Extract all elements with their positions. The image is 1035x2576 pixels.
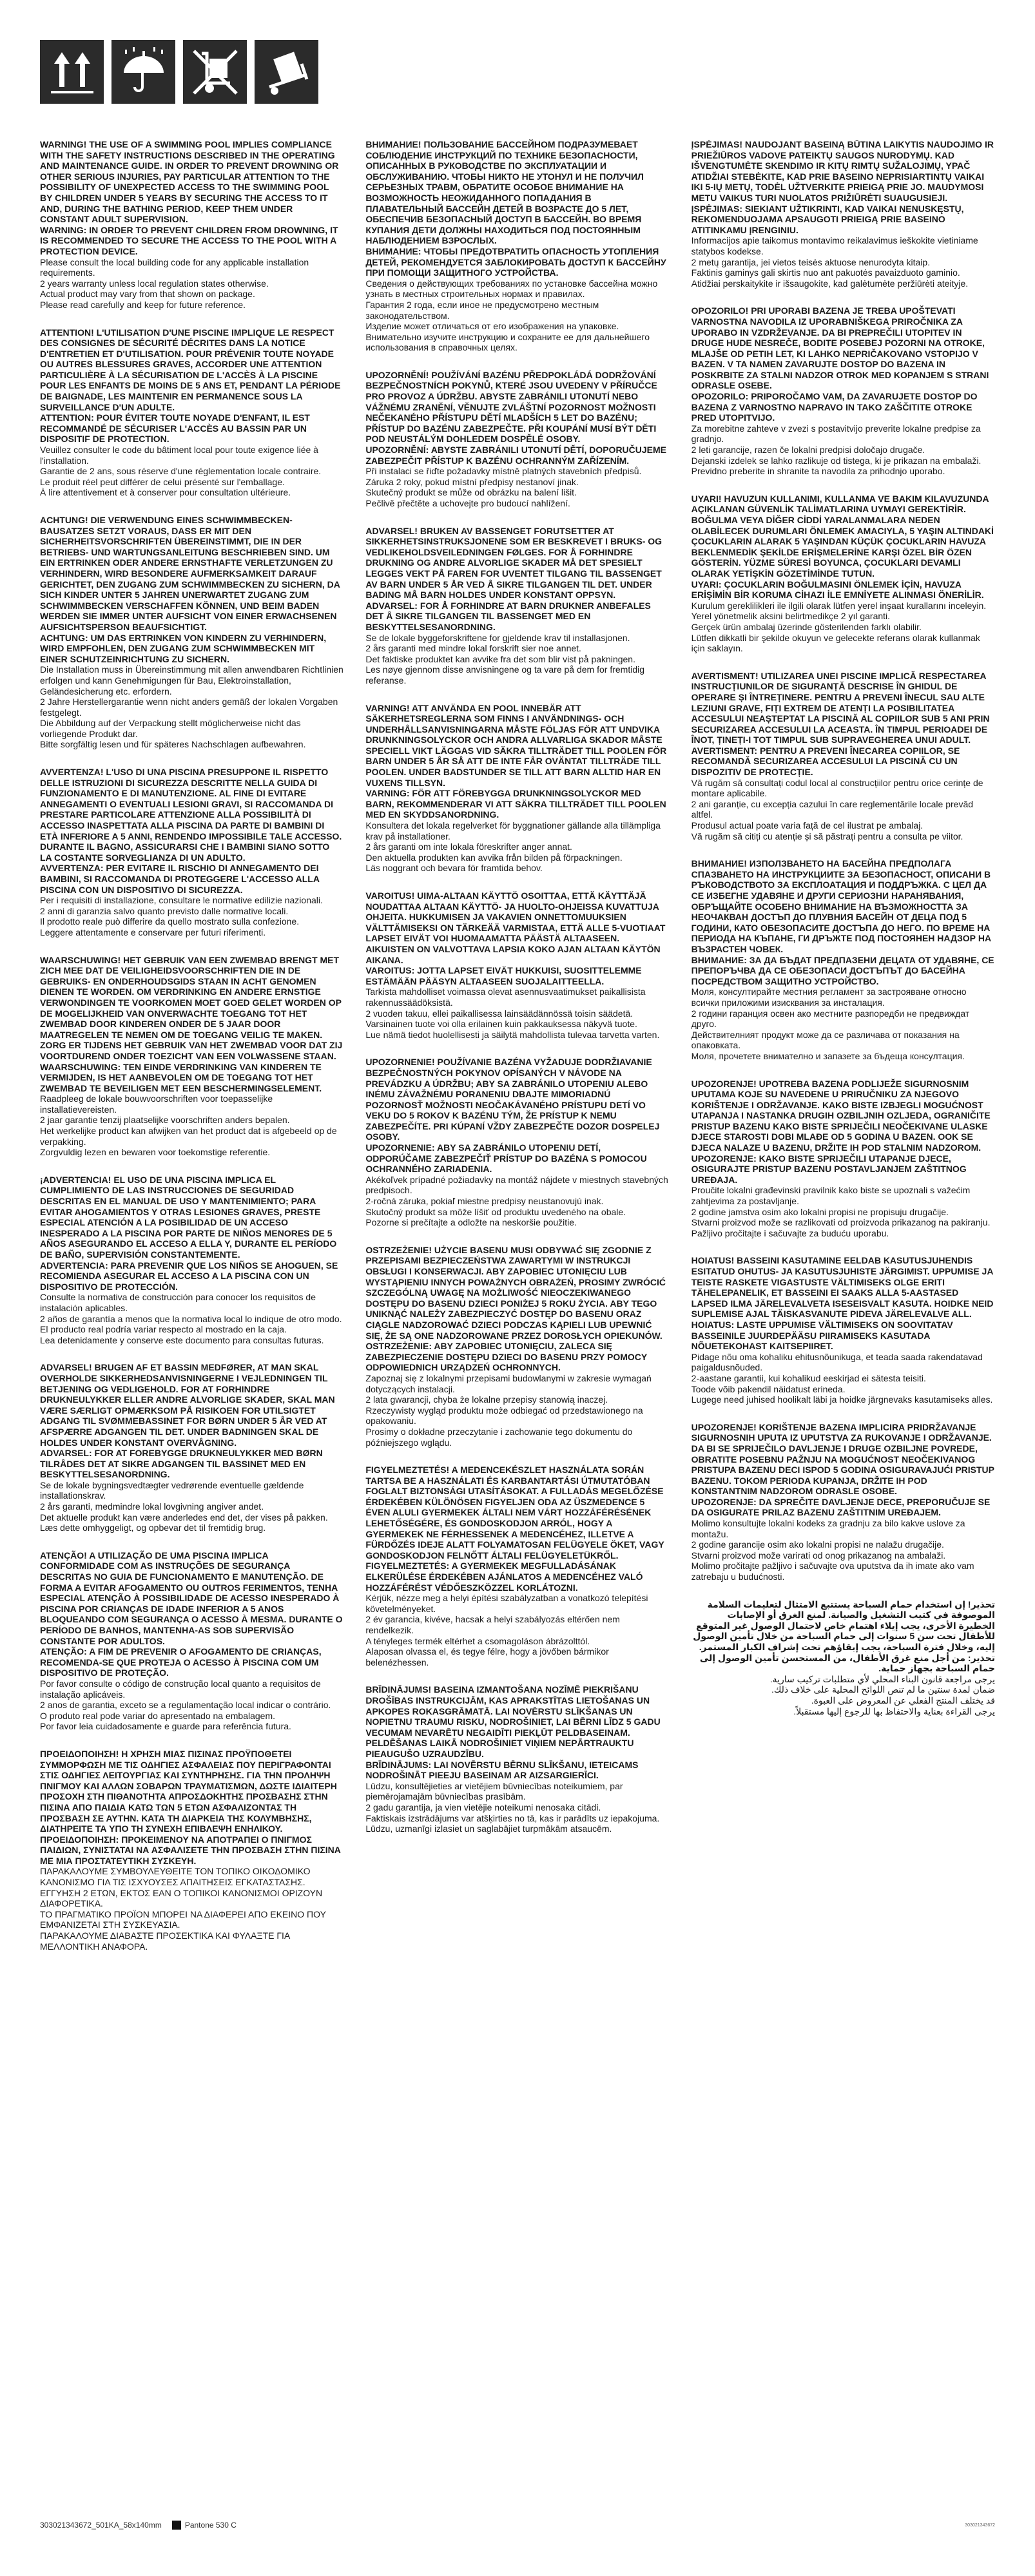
warning-section-tr	[692, 494, 995, 654]
warning-paragraph: WARNING: IN ORDER TO PREVENT CHILDREN FROM DROWNING, IT IS RECOMMENDED TO SECURE THE ACCESS TO THE POOL WITH A PROTECTION DEVICE.	[40, 224, 338, 256]
info-line: Pidage nõu oma kohaliku ehitusnõunikuga, et teada saada rakendatavad paigaldusnõuded.	[691, 1351, 983, 1373]
warning-paragraph: ATENÇÃO: A FIM DE PREVENIR O AFOGAMENTO DE CRIANÇAS, RECOMENDA-SE QUE PROTEJA O ACESSO À PISCINA COM UM DISPOSITIVO DE PROTEÇÃO.	[40, 1646, 322, 1678]
info-line: 2 års garanti om inte lokala föreskrifter anger annat.	[365, 841, 572, 852]
info-line: Za morebitne zahteve v zvezi s postavitvijo preverite lokalne predpise za gradnjo.	[691, 423, 981, 445]
info-line: Při instalaci se řiďte požadavky místně platných stavebních předpisů.	[365, 466, 642, 477]
warning-paragraph: WARNING! THE USE OF A SWIMMING POOL IMPLIES COMPLIANCE WITH THE SAFETY INSTRUCTIONS DESCRIBED IN THE OPERATING AND MAINTENANCE GUIDE. IN ORDER TO PREVENT DROWNING OR OTHER SERIOUS INJURIES, PAY PARTICULAR ATTENTION TO THE POSSIBILITY OF UNEXPECTED ACCESS TO THE SWIMMING POOL BY CHILDREN UNDER 5 YEARS BY SECURING THE ACCESS TO IT AND, DURING THE BATHING PERIOD, KEEP THEM UNDER CONSTANT ADULT SUPERVISION.	[40, 139, 339, 225]
warning-paragraph: UPOZORENJE: KAKO BISTE SPRIJEČILI UTAPANJE DJECE, OSIGURAJTE PRISTUP BAZENU POSTAVLJANJEM ZAŠTITNOG UREĐAJA.	[691, 1153, 967, 1185]
info-line: Konsultera det lokala regelverket för byggnationer gällande alla tillämpliga krav på installationer.	[365, 820, 661, 841]
warning-section-sv	[365, 703, 669, 874]
info-line: Leggere attentamente e conservare per futuri riferimenti.	[40, 927, 266, 937]
warning-paragraph: FIGYELMEZTETÉS! A MEDENCEKÉSZLET HASZNÁLATA SORÁN TARTSA BE A HASZNÁLATI ÉS KARBANTARTÁSI ÚTMUTATÓBAN FOGLALT BIZTONSÁGI UTASÍTÁSOKAT. A FULLADÁS MEGELŐZÉSE ÉRDEKÉBEN KÜLÖNÖSEN FIGYELJEN ODA AZ ÜSZMEDENCE 5 ÉVEN ALULI GYERMEKEK ÁLTALI NEM VÁRT HOZZÁFÉRÉSÉNEK LEHETŐSÉGÉRE, ÉS GONDOSKODJON ARRÓL, HOGY A GYERMEKEK NE FÉRHESSENEK A MEDENCÉHEZ, ILLETVE A FÜRDŐZÉS IDEJE ALATT FOLYAMATOSAN FELÜGYELE ÖKET, VAGY GONDOSKODJON FELNŐTT ÁLTALI FELÜGYELETÜKRŐL.	[365, 1465, 664, 1561]
info-line: Toode võib pakendil näidatust erineda.	[691, 1383, 846, 1394]
warning-paragraph: UPOZORNENIE! POUŽÍVANIE BAZÉNA VYŽADUJE DODRŽIAVANIE BEZPEČNOSTNÝCH POKYNOV OPÍSANÝCH V NÁVODE NA PREVÁDZKU A ÚDRŽBU; ABY SA ZABRÁNILO UTOPENIU ALEBO INÉMU ZÁVAŽNÉMU PORANENIU DBAJTE MIMORIADNÚ POZORNOSŤ MOŽNOSTI NEOČAKÁVANÉHO PRÍSTUPU DETÍ VO VEKU DO 5 ROKOV K BAZÉNU TÝM, ŽE PRÍSTUP K NEMU ZABEZPEČÍTE. PRI KÚPANÍ VŽDY ZABEZPEČTE DOZOR DOSPELEJ OSOBY.	[365, 1057, 660, 1142]
info-line: Skutečný produkt se může od obrázku na balení lišit.	[365, 487, 577, 498]
warning-paragraph: HOIATUS: LASTE UPPUMISE VÄLTIMISEKS ON SOOVITATAV BASSEINILE JUURDEPÄÄSU PIIRAMISEKS KASUTADA NÕUETEKOHAST KAITSEPIIRET.	[691, 1319, 953, 1352]
info-line: Kérjük, nézze meg a helyi építési szabályzatban a vonatkozó telepítési követelményeket.	[365, 1593, 648, 1614]
info-line: ΕΓΓΥΗΣΗ 2 ΕΤΩΝ, ΕΚΤΟΣ ΕΑΝ Ο ΤΟΠΙΚΟΙ ΚΑΝΟΝΙΣΜΟΙ ΟΡΙΖΟΥΝ ΔΙΑΦΟΡΕΤΙΚΑ.	[40, 1887, 323, 1909]
warning-paragraph: UPOZORNENIE: ABY SA ZABRÁNILO UTOPENIU DETÍ, ODPORÚČAME ZABEZPEČIŤ PRÍSTUP DO BAZÉNA S POMOCOU OCHRANNÉHO ZARIADENIA.	[365, 1142, 647, 1175]
info-line: O produto real pode variar do apresentado na embalagem.	[40, 1710, 276, 1721]
this-way-up-icon	[40, 40, 104, 104]
info-line: Stvarni proizvod može varirati od onog prikazanog na ambalaži.	[691, 1550, 946, 1561]
fragile-cart-icon	[255, 40, 318, 104]
warning-section-ar	[692, 1599, 995, 1717]
warning-section-it	[40, 767, 343, 938]
warning-section-da	[40, 1362, 343, 1533]
info-line: 2 anos de garantia, exceto se a regulamentação local indicar o contrário.	[40, 1700, 331, 1711]
info-line: Il prodotto reale può differire da quello mostrato sulla confezione.	[40, 916, 300, 927]
info-line: Prosimy o dokładne przeczytanie i zachowanie tego dokumentu do późniejszego wglądu.	[365, 1426, 633, 1448]
info-line: Yerel yönetmelik aksini belirtmedikçe 2 yıl garanti.	[691, 611, 891, 622]
info-line: Pečlivě přečtěte a uchovejte pro budoucí nahlížení.	[365, 498, 570, 508]
text-column	[365, 139, 669, 2510]
warning-paragraph: UPOZORNĚNÍ! POUŽÍVÁNÍ BAZÉNU PŘEDPOKLÁDÁ DODRŽOVÁNÍ BEZPEČNOSTNÍCH POKYNŮ, KTERÉ JSOU UVEDENY V PŘÍRUČCE PRO PROVOZ A ÚDRŽBU. ABYSTE ZABRÁNILI UTONUTÍ NEBO VÁŽNÉMU ZRANĚNÍ, VĚNUJTE ZVLÁŠTNÍ POZORNOST MOŽNOSTI NEČEKANÉHO PŘÍSTUPU DĚTÍ MLADŠÍCH 5 LET DO BAZÉNU; PŘÍSTUP DO BAZÉNU ZABEZPEČTE. PŘI KOUPÁNÍ MUSÍ BÝT DĚTI POD NEUSTÁLÝM DOHLEDEM DOSPĚLÉ OSOBY.	[365, 369, 657, 445]
warning-section-nl	[40, 955, 343, 1158]
warning-paragraph: تحذير! إن استخدام حمام السباحة يستتبع الامتثال لتعليمات السلامة الموصوفة في كتيب التشغيل والصيانة. لمنع الغرق أو الإصابات الخطيرة الأخرى، يجب إيلاء اهتمام خاص لاحتمال الوصول غير المتوقع للأطفال تحت سن 5 سنوات إلى حمام السباحة من خلال تأمين الوصول إليه، وخلال فترة السباحة، يجب إبقاؤهم تحت إشراف الكبار المستمر.	[693, 1599, 995, 1652]
warning-paragraph: VARNING! ATT ANVÄNDA EN POOL INNEBÄR ATT SÄKERHETSREGLERNA SOM FINNS I ANVÄNDNINGS- OCH UNDERHÅLLSANVISNINGARNA MÅSTE FÖLJAS FÖR ATT UNDVIKA DRUNKNINGSOLYCKOR OCH ANDRA ALLVARLIGA SKADOR MÅSTE SPECIELL VIKT LÄGGAS VID SÄKRA TILLTRÄDET TILL POOLEN FÖR BARN UNDER 5 ÅR SÅ ATT DE INTE FÅR OVÄNTAT TILLTRÄDE TILL POOLEN. UNDER BADSTUNDER SE TILL ATT BARN ALLTID HAR EN VUXENS TILLSYN.	[365, 702, 667, 788]
info-line: Actual product may vary from that shown on package.	[40, 289, 255, 300]
info-line: 2 års garanti, medmindre lokal lovgivning angiver andet.	[40, 1501, 264, 1512]
warning-section-et	[692, 1255, 995, 1405]
warning-paragraph: ATTENTION: POUR ÉVITER TOUTE NOYADE D'ENFANT, IL EST RECOMMANDÉ DE SÉCURISER L'ACCÈS AU BASSIN PAR UN DISPOSITIF DE PROTECTION.	[40, 412, 310, 445]
info-line: Den aktuella produkten kan avvika från bilden på förpackningen.	[365, 852, 623, 863]
info-line: 2 Jahre Herstellergarantie wenn nicht anders gemäß der lokalen Vorgaben festgelegt.	[40, 697, 338, 718]
info-line: Lue nämä tiedot huolellisesti ja säilytä mahdollista tulevaa tarvetta varten.	[365, 1029, 660, 1040]
info-line: Akékoľvek prípadné požiadavky na montáž nájdete v miestnych stavebných predpisoch.	[365, 1174, 668, 1196]
info-line: 2-ročná záruka, pokiaľ miestne predpisy neustanovujú inak.	[365, 1196, 604, 1207]
warning-paragraph: UYARI: ÇOCUKLARIN BOĞULMASINI ÖNLEMEK İÇİN, HAVUZA ERİŞİMİN BİR KORUMA CİHAZI İLE EMNİYETE ALINMASI ÖNERİLİR.	[691, 579, 984, 601]
warning-paragraph: OSTRZEŻENIE! UŻYCIE BASENU MUSI ODBYWAĆ SIĘ ZGODNIE Z PRZEPISAMI BEZPIECZEŃSTWA ZAWARTYMI W INSTRUKCJI OBSŁUGI I KONSERWACJI. ABY ZAPOBIEC UTONIĘCIU LUB WYSTĄPIENIU INNYCH POWAŻNYCH OBRAŻEŃ, PROSIMY ZWRÓCIĆ SZCZEGÓLNĄ UWAGĘ NA MOŻLIWOŚĆ NIEOCZEKIWANEGO DOSTĘPU DO BASENU DZIECI PONIŻEJ 5 ROKU ŻYCIA. ABY TEGO UNIKNĄĆ NALEŻY ZABEZPIECZYĆ DOSTĘP DO BASENU ORAZ CIĄGLE NADZOROWAĆ DZIECI PODCZAS KĄPIELI LUB UPEWNIĆ SIĘ, ŻE SĄ ONE NADZOROWANE PRZEZ DOROSŁYCH OPIEKUNÓW.	[365, 1244, 666, 1341]
info-line: Alaposan olvassa el, és tegye félre, hogy a jövőben bármikor belenézhessen.	[365, 1646, 609, 1668]
info-line: 2 leti garancije, razen če lokalni predpisi določajo drugače.	[691, 445, 925, 456]
small-code: 303021343672	[965, 2523, 995, 2528]
info-line: Atidžiai perskaitykite ir išsaugokite, kad galėtumėte peržiūrėti ateityje.	[691, 278, 969, 289]
warning-text-columns	[40, 139, 995, 2510]
info-line: Les nøye gjennom disse anvisningene og ta vare på dem for fremtidig referanse.	[365, 664, 645, 686]
info-line: 2 lata gwarancji, chyba że lokalne przepisy stanowią inaczej.	[365, 1394, 608, 1405]
warning-paragraph: AVVERTENZA! L'USO DI UNA PISCINA PRESUPPONE IL RISPETTO DELLE ISTRUZIONI DI SICUREZZA DESCRITTE NELLA GUIDA DI FUNZIONAMENTO E DI MANUTENZIONE. AL FINE DI EVITARE ANNEGAMENTI O EVENTUALI LESIONI GRAVI, SI RACCOMANDA DI PRESTARE PARTICOLARE ATTENZIONE ALLA POSSIBILITÀ DI ACCESSO INASPETTATA ALLA PISCINA DA PARTE DI BAMBINI DI ETÀ INFERIORE A 5 ANNI, RENDENDO IMPOSSIBILE TALE ACCESSO. DURANTE IL BAGNO, ASSICURARSI CHE I BAMBINI SIANO SOTTO LA COSTANTE SORVEGLIANZA DI UN ADULTO.	[40, 767, 342, 863]
warning-paragraph: ВНИМАНИЕ: ЧТОБЫ ПРЕДОТВРАТИТЬ ОПАСНОСТЬ УТОПЛЕНИЯ ДЕТЕЙ, РЕКОМЕНДУЕТСЯ ЗАБЛОКИРОВАТЬ ДОСТУП К БАССЕЙНУ ПРИ ПОМОЩИ ЗАЩИТНОГО УСТРОЙСТВА.	[365, 245, 666, 278]
info-line: El producto real podría variar respecto al mostrado en la caja.	[40, 1324, 287, 1335]
text-column	[692, 139, 995, 2510]
warning-paragraph: ĮSPĖJIMAS! NAUDOJANT BASEINĄ BŪTINA LAIKYTIS NAUDOJIMO IR PRIEŽIŪROS VADOVE PATEIKTŲ SAUGOS NURODYMŲ. KAD IŠVENGTUMĖTE SKENDIMO IR KITŲ RIMTŲ SUŽALOJIMŲ, YPAČ ATIDŽIAI STEBĖKITE, KAD PRIE BASEINO NEPRISIARTINTŲ VAIKAI IKI 5-IŲ METŲ, TODĖL UŽTVERKITE PRIEIGĄ PRIE JO. MAUDYMOSI METU VAIKUS TURI NUOLATOS PRIŽIŪRĖTI SUAUGUSIEJI.	[691, 139, 994, 203]
warning-paragraph: ΠΡΟΕΙΔΟΠΟΙΗΣΗ: ΠΡΟΚΕΙΜΕΝΟΥ ΝΑ ΑΠΟΤΡΑΠΕΙ Ο ΠΝΙΓΜΟΣ ΠΑΙΔΙΩΝ, ΣΥΝΙΣΤΑΤΑΙ ΝΑ ΑΣΦΑΛΙΣΕΤΕ ΤΗΝ ΠΡΟΣΒΑΣΗ ΣΤΗΝ ΠΙΣΙΝΑ ΜΕ ΜΙΑ ΠΡΟΣΤΑΤΕΥΤΙΚΗ ΣΥΣΚΕΥΗ.	[40, 1834, 341, 1866]
info-line: 2 metų garantija, jei vietos teisės aktuose nenurodyta kitaip.	[691, 256, 931, 267]
warning-paragraph: WAARSCHUWING! HET GEBRUIK VAN EEN ZWEMBAD BRENGT MET ZICH MEE DAT DE VEILIGHEIDSVOORSCHRIFTEN DIE IN DE GEBRUIKS- EN ONDERHOUDSGIDS STAAN IN ACHT GENOMEN DIENEN TE WORDEN. OM VERDRINKING EN ANDERE ERNSTIGE VERWONDINGEN TE VOORKOMEN MOET GOED GELET WORDEN OP DE MOGELIJKHEID VAN ONVERWACHTE TOEGANG TOT HET ZWEMBAD DOOR KINDEREN ONDER DE 5 JAAR DOOR MAATREGELEN TE NEMEN OM DE TOEGANG VEILIG TE MAKEN. ZORG ER TIJDENS HET GEBRUIK VAN HET ZWEMBAD VOOR DAT ZIJ VOORTDUREND ONDER TOEZICHT VAN EEN VOLWASSENE STAAN.	[40, 954, 343, 1061]
info-line: Lugege need juhised hoolikalt läbi ja hoidke järgnevaks kasutamiseks alles.	[691, 1394, 993, 1405]
warning-section-es	[40, 1175, 343, 1346]
info-line: ΠΑΡΑΚΑΛΟΥΜΕ ΣΥΜΒΟΥΛΕΥΘΕΙΤΕ ΤΟΝ ΤΟΠΙΚΟ ΟΙΚΟΔΟΜΙΚΟ ΚΑΝΟΝΙΣΜΟ ΓΙΑ ΤΙΣ ΙΣΧΥΟΥΣΕΣ ΑΠΑΙΤΗΣΕΙΣ ΕΓΚΑΤΑΣΤΑΣΗΣ.	[40, 1866, 311, 1888]
info-line: Varsinainen tuote voi olla erilainen kuin pakkauksessa näkyvä tuote.	[365, 1019, 637, 1030]
warning-paragraph: ¡ADVERTENCIA! EL USO DE UNA PISCINA IMPLICA EL CUMPLIMIENTO DE LAS INSTRUCCIONES DE SEGURIDAD DESCRITAS EN EL MANUAL DE USO Y MANTENIMIENTO; PARA EVITAR AHOGAMIENTOS Y OTRAS LESIONES GRAVES, PRESTE ESPECIAL ATENCIÓN A LA POSIBILIDAD DE UN ACCESO INESPERADO A LA PISCINA POR PARTE DE NIÑOS MENORES DE 5 AÑOS ASEGURANDO EL ACCESO A ELLA Y, DURANTE EL PERÍODO DE BAÑO, SUPERVISIÓN CONSTANTEMENTE.	[40, 1174, 337, 1260]
warning-section-de	[40, 515, 343, 750]
warning-section-sr	[692, 1422, 995, 1582]
info-line: Consulte la normativa de construcción para conocer los requisitos de instalación aplicables.	[40, 1292, 316, 1313]
info-line: Det faktiske produktet kan avvike fra det som blir vist på pakningen.	[365, 653, 635, 664]
warning-paragraph: FIGYELMEZTETÉS: A GYERMEKEK MEGFULLADÁSÁNAK ELKERÜLÉSE ÉRDEKÉBEN AJÁNLATOS A MEDENCÉHEZ VALÓ HOZZÁFÉRÉST VÉDŐESZKÖZZEL KORLÁTOZNI.	[365, 1561, 643, 1593]
warning-section-pt	[40, 1550, 343, 1732]
info-line: Por favor leia cuidadosamente e guarde para referência futura.	[40, 1721, 291, 1732]
info-line: 2 anni di garanzia salvo quanto previsto dalle normative locali.	[40, 905, 289, 916]
warning-section-ru	[365, 139, 669, 353]
warning-paragraph: ВНИМАНИЕ! ИЗПОЛЗВАНЕТО НА БАСЕЙНА ПРЕДПОЛАГА СПАЗВАНЕТО НА ИНСТРУКЦИИТЕ ЗА БЕЗОПАСНОСТ, ОПИСАНИ В РЪКОВОДСТВОТО ЗА ЕКСПЛОАТАЦИЯ И ПОДДРЪЖКА. С ЦЕЛ ДА СЕ ИЗБЕГНЕ УДАВЯНЕ И ДРУГИ СЕРИОЗНИ НАРАНЯВАНИЯ, ОБРЪЩАЙТЕ ОСОБЕНО ВНИМАНИЕ НА ВЪЗМОЖНОСТТА ЗА НЕОЧАКВАН ДОСТЪП ДО ПЛУВНИЯ БАСЕЙН ОТ ДЕЦА ПОД 5 ГОДИНИ, КАТО ОБЕЗОПАСИТЕ ДОСТЪПА ДО НЕГО. ПО ВРЕМЕ НА ПЕРИОДА НА КЪПАНЕ, ГИ ДРЪЖТЕ ПОД ПОСТОЯНЕН НАДЗОР НА ВЪЗРАСТЕН ЧОВЕК.	[691, 858, 992, 954]
warning-paragraph: ADVERTENCIA: PARA PREVENIR QUE LOS NIÑOS SE AHOGUEN, SE RECOMIENDA ASEGURAR EL ACCESO A LA PISCINA CON UN DISPOSITIVO DE PROTECCIÓN.	[40, 1260, 338, 1292]
warning-section-pl	[365, 1245, 669, 1448]
info-line: Please consult the local building code for any applicable installation requirements.	[40, 256, 309, 278]
info-line: Proučite lokalni građevinski pravilnik kako biste se upoznali s važećim zahtjevima za postavljanje.	[691, 1185, 971, 1207]
info-line: Tarkista mahdolliset voimassa olevat asennusvaatimukset paikallisista rakennussäädöksistä.	[365, 986, 646, 1008]
info-line: 2 ani garanție, cu excepția cazului în care reglementările locale prevăd altfel.	[691, 798, 974, 820]
warning-paragraph: VAROITUS: JOTTA LAPSET EIVÄT HUKKUISI, SUOSITTELEMME ESTÄMÄÄN PÄÄSYN ALTAASEEN SUOJALAITTEELLA.	[365, 965, 642, 986]
info-line: Produsul actual poate varia față de cel ilustrat pe ambalaj.	[691, 820, 924, 831]
info-line: يرجى مراجعة قانون البناء المحلي لأي متطلبات تركيب سارية.	[769, 1673, 995, 1684]
info-line: Stvarni proizvod može se razlikovati od proizvoda prikazanog na pakiranju.	[691, 1217, 991, 1228]
warning-paragraph: ВНИМАНИЕ: ЗА ДА БЪДАТ ПРЕДПАЗЕНИ ДЕЦАТА ОТ УДАВЯНЕ, СЕ ПРЕПОРЪЧВА ДА СЕ ОБЕЗОПАСИ ДОСТЪПЪТ ДО БАСЕЙНА ПОСРЕДСТВОМ ЗАЩИТНО УСТРОЙСТВО.	[691, 954, 994, 986]
info-line: Por favor consulte o código de construção local quanto a requisitos de instalação aplicáveis.	[40, 1678, 321, 1700]
info-line: Lea detenidamente y conserve este documento para consultas futuras.	[40, 1334, 324, 1345]
warning-paragraph: AVERTISMENT: PENTRU A PREVENI ÎNECAREA COPIILOR, SE RECOMANDĂ SECURIZAREA ACCESULUI LA PISCINĂ CU UN DISPOZITIV DE PROTECȚIE.	[691, 745, 960, 778]
warning-paragraph: ACHTUNG! DIE VERWENDUNG EINES SCHWIMMBECKEN-BAUSATZES SETZT VORAUS, DASS ER MIT DEN SICHERHEITSVORSCHRIFTEN ÜBEREINSTIMMT, DIE IN DER BETRIEBS- UND WARTUNGSANLEITUNG BESCHRIEBEN SIND. UM EIN ERTRINKEN ODER ANDERE ERNSTHAFTE VERLETZUNGEN ZU VERHINDERN, WIRD BESONDERE AUFMERKSAMKEIT DARAUF GERICHTET, DEN ZUGANG ZUM SCHWIMMBECKEN ZU SICHERN, DA SICH KINDER UNTER 5 JAHREN UNERWARTET ZUGANG ZUM SCHWIMMBECKEN VERSCHAFFEN KÖNNEN, UND BEIM BADEN WERDEN SIE IMMER UNTER AUFSICHT VON EINER ERWACHSENEN AUFSICHTSPERSON BEAUFSICHTIGT.	[40, 515, 340, 632]
warning-section-hu	[365, 1465, 669, 1668]
info-line: 2 years warranty unless local regulation states otherwise.	[40, 278, 269, 289]
info-line: Pozorne si prečítajte a odložte na neskoršie použitie.	[365, 1217, 577, 1228]
info-line: Rzeczywisty wygląd produktu może odbiegać od przedstawionego na opakowaniu.	[365, 1405, 643, 1427]
info-line: Pažljivo pročitajte i sačuvajte za buduću uporabu.	[691, 1227, 889, 1238]
color-swatch-icon	[172, 2521, 181, 2530]
info-line: Garantie de 2 ans, sous réserve d'une réglementation locale contraire.	[40, 466, 322, 477]
info-line: Záruka 2 roky, pokud místní předpisy nestanoví jinak.	[365, 476, 579, 487]
info-line: 2-aastane garantii, kui kohalikud eeskirjad ei sätesta teisiti.	[691, 1372, 926, 1383]
info-line: Skutočný produkt sa môže líšiť od produktu uvedeného na obale.	[365, 1206, 626, 1217]
info-line: Vă rugăm să consultați codul local al construcțiilor pentru orice cerințe de montare aplicabile.	[691, 777, 983, 799]
info-line: Veuillez consulter le code du bâtiment local pour toute exigence liée à l'installation.	[40, 445, 318, 466]
info-line: Lütfen dikkatli bir şekilde okuyun ve gelecekte referans olarak kullanmak için saklayın.	[691, 632, 980, 654]
warning-paragraph: VAROITUS! UIMA-ALTAAN KÄYTTÖ OSOITTAA, ETTÄ KÄYTTÄJÄ NOUDATTAA ALTAAN KÄYTTÖ- JA HUOLTO-OHJEISSA KUVATTUJA OHJEITA. HUKKUMISEN JA VAKAVIEN ONNETTOMUUKSIEN VÄLTTÄMISEKSI ON TÄRKEÄÄ VARMISTAA, ETTÄ ALLE 5-VUOTIAAT LAPSET EIVÄT VOI HUOMAAMATTA PÄÄSTÄ ALTAASEEN. AIKUISTEN ON VALVOTTAVA LAPSIA KOKO AJAN ALTAAN KÄYTÖN AIKANA.	[365, 890, 666, 965]
pantone-text: Pantone 530 C	[184, 2521, 237, 2530]
info-line: Bitte sorgfältig lesen und für späteres Nachschlagen aufbewahren.	[40, 739, 306, 750]
info-line: Raadpleeg de lokale bouwvoorschriften voor toepasselijke installatievereisten.	[40, 1093, 273, 1115]
info-line: 2 vuoden takuu, ellei paikallisessa lainsäädännössä toisin säädetä.	[365, 1008, 634, 1019]
info-line: Моля, консултирайте местния регламент за застрояване относно всички приложими изисквания за инсталация.	[691, 986, 967, 1008]
info-line: Informacijos apie taikomus montavimo reikalavimus ieškokite vietiniame statybos kodekse.	[691, 235, 978, 256]
info-line: Molimo konsultujte lokalni kodeks za gradnju za bilo kakve uslove za montažu.	[691, 1518, 965, 1539]
warning-section-sl	[692, 305, 995, 477]
info-line: Det aktuelle produkt kan være anderledes end det, der vises på pakken.	[40, 1512, 328, 1523]
warning-paragraph: UPOZORNĚNÍ: ABYSTE ZABRÁNILI UTONUTÍ DĚTÍ, DOPORUČUJEME ZABEZPEČIT PŘÍSTUP K BAZÉNU OCHRANNÝM ZAŘÍZENÍM.	[365, 445, 667, 466]
warning-section-lv	[365, 1684, 669, 1834]
product-code: 303021343672_501KA_58x140mm	[40, 2521, 162, 2530]
warning-section-en	[40, 139, 343, 311]
warning-paragraph: WAARSCHUWING: TEN EINDE VERDRINKING VAN KINDEREN TE VERMIJDEN, IS HET AANBEVOLEN OM DE TOEGANG TOT HET ZWEMBAD TE BEVEILIGEN MET EEN BESCHERMINGSELEMENT.	[40, 1061, 322, 1093]
info-line: ضمان لمدة سنتين ما لم تنص اللوائح المحلية على خلاف ذلك.	[771, 1684, 995, 1695]
info-line: Läs noggrant och bevara för framtida behov.	[365, 863, 543, 874]
info-line: 2 év garancia, kivéve, hacsak a helyi szabályozás eltérően nem rendelkezik.	[365, 1614, 620, 1635]
warning-paragraph: ACHTUNG: UM DAS ERTRINKEN VON KINDERN ZU VERHINDERN, WIRD EMPFOHLEN, DEN ZUGANG ZUM SCHWIMMBECKEN MIT EINER SCHUTZEINRICHTUNG ZU SICHERN.	[40, 632, 327, 664]
warning-paragraph: VARNING: FÖR ATT FÖREBYGGA DRUNKNINGSOLYCKOR MED BARN, REKOMMENDERAR VI ATT SÄKRA TILLTRÄDET TILL POOLEN MED EN SKYDDSANORDNING.	[365, 788, 666, 820]
warning-paragraph: BRĪDINĀJUMS: LAI NOVĒRSTU BĒRNU SLĪKŠANU, IETEICAMS NODROŠINĀT PIEEJU BASEINAM AR AIZSARGIERĪCI.	[365, 1759, 639, 1781]
info-line: Lūdzu, uzmanīgi izlasiet un saglabājiet turpmākām atsaucēm.	[365, 1823, 612, 1834]
warning-paragraph: AVVERTENZA: PER EVITARE IL RISCHIO DI ANNEGAMENTO DEI BAMBINI, SI RACCOMANDA DI PROTEGGERE L'ACCESSO ALLA PISCINA CON UN DISPOSITIVO DI SICUREZZA.	[40, 863, 320, 895]
handling-symbols	[40, 40, 318, 104]
info-line: Please read carefully and keep for future reference.	[40, 299, 246, 310]
warning-paragraph: ADVARSEL: FOR Å FORHINDRE AT BARN DRUKNER ANBEFALES DET Å SIKRE TILGANGEN TIL BASSENGET MED EN BESKYTTELSESANORDNING.	[365, 600, 651, 632]
warning-paragraph: UPOZORENJE! UPOTREBA BAZENA PODLIJEŽE SIGURNOSNIM UPUTAMA KOJE SU NAVEDENE U PRIRUČNIKU ZA NJEGOVO KORIŠTENJE I ODRŽAVANJE. KAKO BISTE IZBJEGLI MOGUĆNOST UTAPANJA I NASTANKA DRUGIH OZBILJNIH OZLJEDA, OGRANIČITE PRISTUP BAZENU KAKO BISTE SPRIJEČILI NEOČEKIVANE ULASKE DJECE STAROSTI DOBI MLAĐE OD 5 GODINA U BAZEN. OOK SE DJECA NALAZE U BAZENU, DRŽITE IH POD STALNIM NADZOROM.	[691, 1078, 991, 1153]
warning-paragraph: تحذير: من أجل منع غرق الأطفال، من المستحسن تأمين الوصول إلى حمام السباحة بجهاز حماية.	[699, 1652, 995, 1674]
warning-paragraph: OSTRZEŻENIE: ABY ZAPOBIEC UTONIĘCIU, ZALECA SIĘ ZABEZPIECZENIE DOSTĘPU DZIECI DO BASENU PRZY POMOCY ODPOWIEDNICH URZĄDZEŃ OCHRONNYCH.	[365, 1341, 647, 1373]
info-line: Se de lokale byggeforskriftene for gjeldende krav til installasjonen.	[365, 632, 630, 643]
warning-section-cs	[365, 370, 669, 509]
pantone-label	[172, 2521, 237, 2530]
warning-paragraph: ATENÇÃO! A UTILIZAÇÃO DE UMA PISCINA IMPLICA CONFORMIDADE COM AS INSTRUÇÕES DE SEGURANÇA DESCRITAS NO GUIA DE FUNCIONAMENTO E MANUTENÇÃO. DE FORMA A EVITAR AFOGAMENTO OU OUTROS FERIMENTOS, TENHA ESPECIAL ATENÇÃO À POSSIBILIDADE DE ACESSO INESPERADO À PISCINA POR CRIANÇAS DE IDADE INFERIOR A 5 ANOS BLOQUEANDO COM SEGURANÇA O ACESSO À MESMA. DURANTE O PERÍODO DE BANHOS, MANTENHA-AS SOB SUPERVISÃO CONSTANTE POR ADULTOS.	[40, 1550, 343, 1646]
info-line: Kurulum gereklilikleri ile ilgili olarak lütfen yerel inşaat kurallarını inceleyin.	[691, 600, 987, 611]
info-line: Gerçek ürün ambalaj üzerinde gösterilenden farklı olabilir.	[691, 621, 922, 632]
info-line: Die Installation muss in Übereinstimmung mit allen anwendbaren Richtlinien erfolgen und kann Genehmigungen für Bau, Elektroinstallation, Geländesicherung etc. erfordern.	[40, 664, 343, 697]
warning-paragraph: ADVARSEL: FOR AT FOREBYGGE DRUKNEULYKKER MED BØRN TILRÅDES DET AT SIKRE ADGANGEN TIL BASSINET MED EN BESKYTTELSESANORDNING.	[40, 1448, 323, 1480]
warning-section-fr	[40, 327, 343, 499]
info-line: Zapoznaj się z lokalnymi przepisami budowlanymi w zakresie wymagań dotyczących instalacji.	[365, 1372, 652, 1394]
info-line: Faktinis gaminys gali skirtis nuo ant pakuotės pavaizduoto gaminio.	[691, 267, 960, 278]
info-line: Lūdzu, konsultējieties ar vietējiem būvniecības noteikumiem, par piemērojamajām būvniecības prasībām.	[365, 1780, 623, 1802]
text-column	[40, 139, 343, 2510]
warning-paragraph: OPOZORILO: PRIPOROČAMO VAM, DA ZAVARUJETE DOSTOP DO BAZENA Z VARNOSTNO NAPRAVO IN TAKO ZAŠČITITE OTROKE PRED UTOPITVIJO.	[691, 391, 978, 423]
info-line: Læs dette omhyggeligt, og opbevar det til fremtidig brug.	[40, 1523, 266, 1533]
print-footer	[40, 2521, 995, 2530]
info-line: Per i requisiti di installazione, consultare le normative edilizie nazionali.	[40, 895, 323, 906]
info-line: Внимательно изучите инструкцию и сохраните ее для дальнейшего использования в справочных целях.	[365, 331, 650, 353]
warning-paragraph: UPOZORENJE: DA SPREČITE DAVLJENJE DECE, PREPORUČUJE SE DA OSIGURATE PRILAZ BAZENU ZAŠTITNIM UREĐAJEM.	[691, 1496, 991, 1518]
info-line: A tényleges termék eltérhet a csomagoláson ábrázolttól.	[365, 1635, 590, 1646]
info-line: Dejanski izdelek se lahko razlikuje od tistega, ki je prikazan na embalaži.	[691, 455, 982, 466]
warning-section-fi	[365, 890, 669, 1040]
info-line: 2 gadu garantija, ja vien vietējie noteikumi nenosaka citādi.	[365, 1802, 601, 1812]
warning-section-bg	[692, 858, 995, 1061]
warning-section-no	[365, 526, 669, 686]
info-line: Faktiskais izstrādājums var atšķirties no tā, kas ir parādīts uz iepakojuma.	[365, 1812, 660, 1823]
info-line: ΤΟ ΠΡΑΓΜΑΤΙΚΟ ΠΡΟΪΟΝ ΜΠΟΡΕΙ ΝΑ ΔΙΑΦΕΡΕΙ ΑΠΟ ΕΚΕΙΝΟ ΠΟΥ ΕΜΦΑΝΙΖΕΤΑΙ ΣΤΗ ΣΥΣΚΕΥΑΣΙΑ.	[40, 1908, 326, 1930]
warning-paragraph: UYARI! HAVUZUN KULLANIMI, KULLANMA VE BAKIM KILAVUZUNDA AÇIKLANAN GÜVENLİK TALİMATLARINA UYMAYI GEREKTİRİR. BOĞULMA VEYA DİĞER CİDDİ YARALANMALARA NEDEN OLABİLECEK DURUMLARI ÖNLEMEK AMACIYLA, 5 YAŞIN ALTINDAKİ ÇOCUKLARIN ALARAK 5 YAŞINDAN KÜÇÜK ÇOCUKLARIN HAVUZA BEKLENMEDİK ŞEKİLDE ERİŞMELERİNE KARŞI ÖZEL BİR ÖZEN GÖSTERİN. YÜZME SÜRESİ BOYUNCA, ÇOCUKLARI DEVAMLI OLARAK YETİŞKİN GÖZETİMİNDE TUTUN.	[691, 493, 994, 579]
warning-paragraph: ATTENTION! L'UTILISATION D'UNE PISCINE IMPLIQUE LE RESPECT DES CONSIGNES DE SÉCURITÉ DÉCRITES DANS LA NOTICE D'ENTRETIEN ET D'UTILISATION. POUR PRÉVENIR TOUTE NOYADE OU AUTRES BLESSURES GRAVES, ACCORDER UNE ATTENTION PARTICULIÈRE À LA SÉCURISATION DE L'ACCÈS À LA PISCINE POUR LES ENFANTS DE MOINS DE 5 ANS ET, PENDANT LA PÉRIODE DE BAIGNADE, LES MAINTENIR EN PERMANENCE SOUS LA SURVEILLANCE D'UN ADULTE.	[40, 327, 341, 412]
info-line: يرجى القراءة بعناية والاحتفاظ بها للرجوع إليها مستقبلاً.	[793, 1706, 995, 1716]
info-line: Изделие может отличаться от его изображения на упаковке.	[365, 321, 619, 332]
warning-section-ro	[692, 671, 995, 842]
info-line: Vă rugăm să citiți cu atenție și să păstrați pentru a consulta pe viitor.	[691, 831, 963, 841]
warning-paragraph: ΠΡΟΕΙΔΟΠΟΙΗΣΗ! Η ΧΡΗΣΗ ΜΙΑΣ ΠΙΣΙΝΑΣ ΠΡΟΫΠΟΘΕΤΕΙ ΣΥΜΜΟΡΦΩΣΗ ΜΕ ΤΙΣ ΟΔΗΓΙΕΣ ΑΣΦΑΛΕΙΑΣ ΠΟΥ ΠΕΡΙΓΡΑΦΟΝΤΑΙ ΣΤΙΣ ΟΔΗΓΙΕΣ ΛΕΙΤΟΥΡΓΙΑΣ ΚΑΙ ΣΥΝΤΗΡΗΣΗΣ. ΓΙΑ ΤΗΝ ΠΡΟΛΗΨΗ ΠΝΙΓΜΟΥ ΚΑΙ ΑΛΛΩΝ ΣΟΒΑΡΩΝ ΤΡΑΥΜΑΤΙΣΜΩΝ, ΔΩΣΤΕ ΙΔΙΑΙΤΕΡΗ ΠΡΟΣΟΧΗ ΣΤΗ ΠΙΘΑΝΟΤΗΤΑ ΑΠΡΟΣΔΟΚΗΤΗΣ ΠΡΟΣΒΑΣΗΣ ΣΤΗΝ ΠΙΣΙΝΑ ΑΠΟ ΠΑΙΔΙΑ ΚΑΤΩ ΤΩΝ 5 ΕΤΩΝ ΑΣΦΑΛΙΖΟΝΤΑΣ ΤΗ ΠΡΟΣΒΑΣΗ ΣΕ ΑΥΤΗΝ. ΚΑΤΑ ΤΗ ΔΙΑΡΚΕΙΑ ΤΗΣ ΚΟΛΥΜΒΗΣΗΣ, ΔΙΑΤΗΡΕΙΤΕ ΤΑ ΥΠΟ ΤΗ ΣΥΝΕΧΗ ΕΠΙΒΛΕΨΗ ΕΝΗΛΙΚΟΥ.	[40, 1748, 337, 1834]
info-line: 2 godine jamstva osim ako lokalni propisi ne propisuju drugačije.	[691, 1206, 949, 1217]
info-line: Гарантия 2 года, если иное не предусмотрено местным законодательством.	[365, 299, 599, 321]
warning-section-sk	[365, 1057, 669, 1228]
warning-paragraph: AVERTISMENT! UTILIZAREA UNEI PISCINE IMPLICĂ RESPECTAREA INSTRUCȚIUNILOR DE SIGURANȚĂ DESCRISE ÎN GHIDUL DE OPERARE ȘI ÎNTREȚINERE. PENTRU A PREVENI ÎNECUL SAU ALTE LEZIUNI GRAVE, FIȚI EXTREM DE ATENȚI LA POSIBILITATEA ACCESULUI NEAȘTEPTAT LA PISCINĂ AL COPIILOR SUB 5 ANI PRIN SECURIZAREA ACCESULUI LA ACEASTA. ÎN TIMPUL PERIOADEI DE ÎNOT, ȚINEȚI-I TOT TIMPUL SUB SUPRAVEGHEREA UNUI ADULT.	[691, 670, 990, 745]
warning-paragraph: UPOZORENJE! KORIŠTENJE BAZENA IMPLICIRA PRIDRŽAVANJE SIGURNOSNIH UPUTA IZ UPUTSTVA ZA RUKOVANJE I ODRŽAVANJE. DA BI SE SPRIJEČILO DAVLJENJE I DRUGE OZBILJNE POVREDE, OBRATITE POSEBNU PAŽNJU NA MOGUĆNOST NEOČEKIVANOG PRISTUPA BAZENU DECI ISPOD 5 GODINA OSIGURAVAJUĆI PRISTUP BAZENU. TOKOM PERIODA KUPANJA, DRŽITE IH POD KONSTANTNIM NADZOROM ODRASLE OSOBE.	[691, 1421, 994, 1497]
warning-section-lt	[692, 139, 995, 289]
info-line: Het werkelijke product kan afwijken van het product dat is afgebeeld op de verpakking.	[40, 1126, 337, 1147]
info-line: Сведения о действующих требованиях по установке бассейна можно узнать в местных строительных нормах и правилах.	[365, 278, 658, 300]
info-line: Действителният продукт може да се различава от показания на опаковката.	[691, 1029, 960, 1051]
warning-paragraph: ADVARSEL! BRUGEN AF ET BASSIN MEDFØRER, AT MAN SKAL OVERHOLDE SIKKERHEDSANVISNINGERNE I VEJLEDNINGEN TIL BETJENING OG VEDLIGEHOLD. FOR AT FORHINDRE DRUKNEULYKKER ELLER ANDRE ALVORLIGE SKADER, SKAL MAN VÆRE SÆRLIGT OPMÆRKSOM PÅ RISIKOEN FOR UTILSIGTET ADGANG TIL SVØMMEBASSINET FOR BØRN UNDER 5 ÅR VED AT AFSPÆRRE ADGANGEN TIL DET. UNDER BADNINGEN SKAL DE HOLDES UNDER KONSTANT OVERVÅGNING.	[40, 1362, 335, 1448]
info-line: À lire attentivement et à conserver pour consultation ultérieure.	[40, 487, 291, 498]
keep-dry-icon	[111, 40, 175, 104]
warning-paragraph: ВНИМАНИЕ! ПОЛЬЗОВАНИЕ БАССЕЙНОМ ПОДРАЗУМЕВАЕТ СОБЛЮДЕНИЕ ИНСТРУКЦИЙ ПО ТЕХНИКЕ БЕЗОПАСНОСТИ, ОПИСАННЫХ В РУКОВОДСТВЕ ПО ЭКСПЛУАТАЦИИ И ОБСЛУЖИВАНИЮ. ЧТОБЫ НИКТО НЕ УТОНУЛ И НЕ ПОЛУЧИЛ СЕРЬЕЗНЫХ ТРАВМ, ОБРАТИТЕ ОСОБОЕ ВНИМАНИЕ НА ВОЗМОЖНОСТЬ НЕОЖИДАННОГО ПОПАДАНИЯ В ПЛАВАТЕЛЬНЫЙ БАССЕЙН ДЕТЕЙ В ВОЗРАСТЕ ДО 5 ЛЕТ, ОБЕСПЕЧИВ БЕЗОПАСНЫЙ ДОСТУП В БАССЕЙН. ВО ВРЕМЯ КУПАНИЯ ДЕТИ ДОЛЖНЫ НАХОДИТЬСЯ ПОД ПОСТОЯННЫМ НАБЛЮДЕНИЕМ ВЗРОСЛЫХ.	[365, 139, 644, 246]
warning-paragraph: ĮSPĖJIMAS: SIEKIANT UŽTIKRINTI, KAD VAIKAI NENUSKĘSTŲ, REKOMENDUOJAMA APSAUGOTI PRIEIGĄ PRIE BASEINO ATITINKAMU ĮRENGINIU.	[691, 203, 964, 235]
info-line: ΠΑΡΑΚΑΛΟΥΜΕ ΔΙΑΒΑΣΤΕ ΠΡΟΣΕΚΤΙΚΑ ΚΑΙ ΦΥΛΑΞΤΕ ΓΙΑ ΜΕΛΛΟΝΤΙΚΗ ΑΝΑΦΟΡΑ.	[40, 1930, 290, 1952]
info-line: Le produit réel peut différer de celui présenté sur l'emballage.	[40, 476, 285, 487]
warning-paragraph: BRĪDINĀJUMS! BASEINA IZMANTOŠANA NOZĪMĒ PIEKRIŠANU DROŠĪBAS INSTRUKCIJĀM, KAS APRAKSTĪTAS LIETOŠANAS UN APKOPES ROKASGRĀMATĀ. LAI NOVĒRSTU SLĪKŠANAS UN NOPIETNU TRAUMU RISKU, NODROŠINIET, LAI BĒRNI LĪDZ 5 GADU VECUMAM NEVARĒTU NEGAIDĪTI PIEKĻŪT PELDBASEINAM. PELDĒŠANAS LAIKĀ NODROŠINIET VIŅIEM NEPĀRTRAUKTU PIEAUGUŠO UZRAUDZĪBU.	[365, 1684, 661, 1759]
no-hand-truck-icon	[183, 40, 247, 104]
info-line: Molimo pročitajte pažljivo i sačuvajte ova uputstva da ih imate ako vam zatrebaju u budućnosti.	[691, 1561, 974, 1582]
info-line: 2 años de garantía a menos que la normativa local lo indique de otro modo.	[40, 1313, 342, 1324]
info-line: قد يختلف المنتج الفعلي عن المعروض على العبوة.	[811, 1695, 995, 1706]
warning-paragraph: HOIATUS! BASSEINI KASUTAMINE EELDAB KASUTUSJUHENDIS ESITATUD OHUTUS- JA KASUTUSJUHISTE JÄRGIMIST. UPPUMISE JA TEISTE RASKETE VIGASTUSTE VÄLTIMISEKS OLGE ERITI TÄHELEPANELIK, ET BASSEINI EI SAAKS ALLA 5-AASTASED LAPSED ILMA JÄRELEVALVETA ISESEISVALT KASUTA. HOIDKE NEID SUPLEMISE AJAL TÄISKASVANUTE PIDEVA JÄRELEVALVE ALL.	[691, 1255, 994, 1320]
info-line: Die Abbildung auf der Verpackung stellt möglicherweise nicht das vorliegende Produkt dar.	[40, 718, 301, 739]
info-line: 2 години гаранция освен ако местните разпоредби не предвиждат друго.	[691, 1008, 970, 1030]
warning-section-hr	[692, 1079, 995, 1239]
info-line: Se de lokale bygningsvedtægter vedrørende eventuelle gældende installationskrav.	[40, 1479, 304, 1501]
info-line: 2 års garanti med mindre lokal forskrift sier noe annet.	[365, 643, 581, 654]
info-line: 2 godine garancije osim ako lokalni propisi ne nalažu drugačije.	[691, 1539, 944, 1550]
info-line: Previdno preberite in shranite ta navodila za prihodnjo uporabo.	[691, 466, 945, 477]
warning-paragraph: OPOZORILO! PRI UPORABI BAZENA JE TREBA UPOŠTEVATI VARNOSTNA NAVODILA IZ UPORABNIŠKEGA PRIROČNIKA ZA UPORABO IN VZDRŽEVANJE. DA BI PREPREČILI UTOPITEV IN DRUGE HUDE NESREČE, BODITE POSEBEJ POZORNI NA OTROKE, MLAJŠE OD PETIH LET, KI LAHKO NEPRIČAKOVANO VSTOPIJO V BAZEN. V TA NAMEN ZAVARUJTE DOSTOP DO BAZENA IN POSKRBITE ZA STALNI NADZOR OTROK MED KOPANJEM S STRANI ODRASLE OSEBE.	[691, 305, 989, 391]
warning-paragraph: ADVARSEL! BRUKEN AV BASSENGET FORUTSETTER AT SIKKERHETSINSTRUKSJONENE SOM ER BESKREVET I BRUKS- OG VEDLIKEHOLDSVEILEDNINGEN FØLGES. FOR Å FORHINDRE DRUKNING OG ANDRE ALVORLIGE SKADER MÅ DET SPESIELT LEGGES VEKT PÅ FAREN FOR UVENTET TILGANG TIL BASSENGET AV BARN UNDER 5 ÅR VED Å SIKRE TILGANGEN TIL DET. UNDER BADING MÅ BARN HOLDES UNDER KONSTANT OPPSYN.	[365, 525, 663, 601]
info-line: Моля, прочетете внимателно и запазете за бъдеща консултация.	[691, 1050, 965, 1061]
warning-section-el	[40, 1749, 343, 1952]
info-line: Zorgvuldig lezen en bewaren voor toekomstige referentie.	[40, 1147, 271, 1158]
info-line: 2 jaar garantie tenzij plaatselijke voorschriften anders bepalen.	[40, 1115, 290, 1126]
